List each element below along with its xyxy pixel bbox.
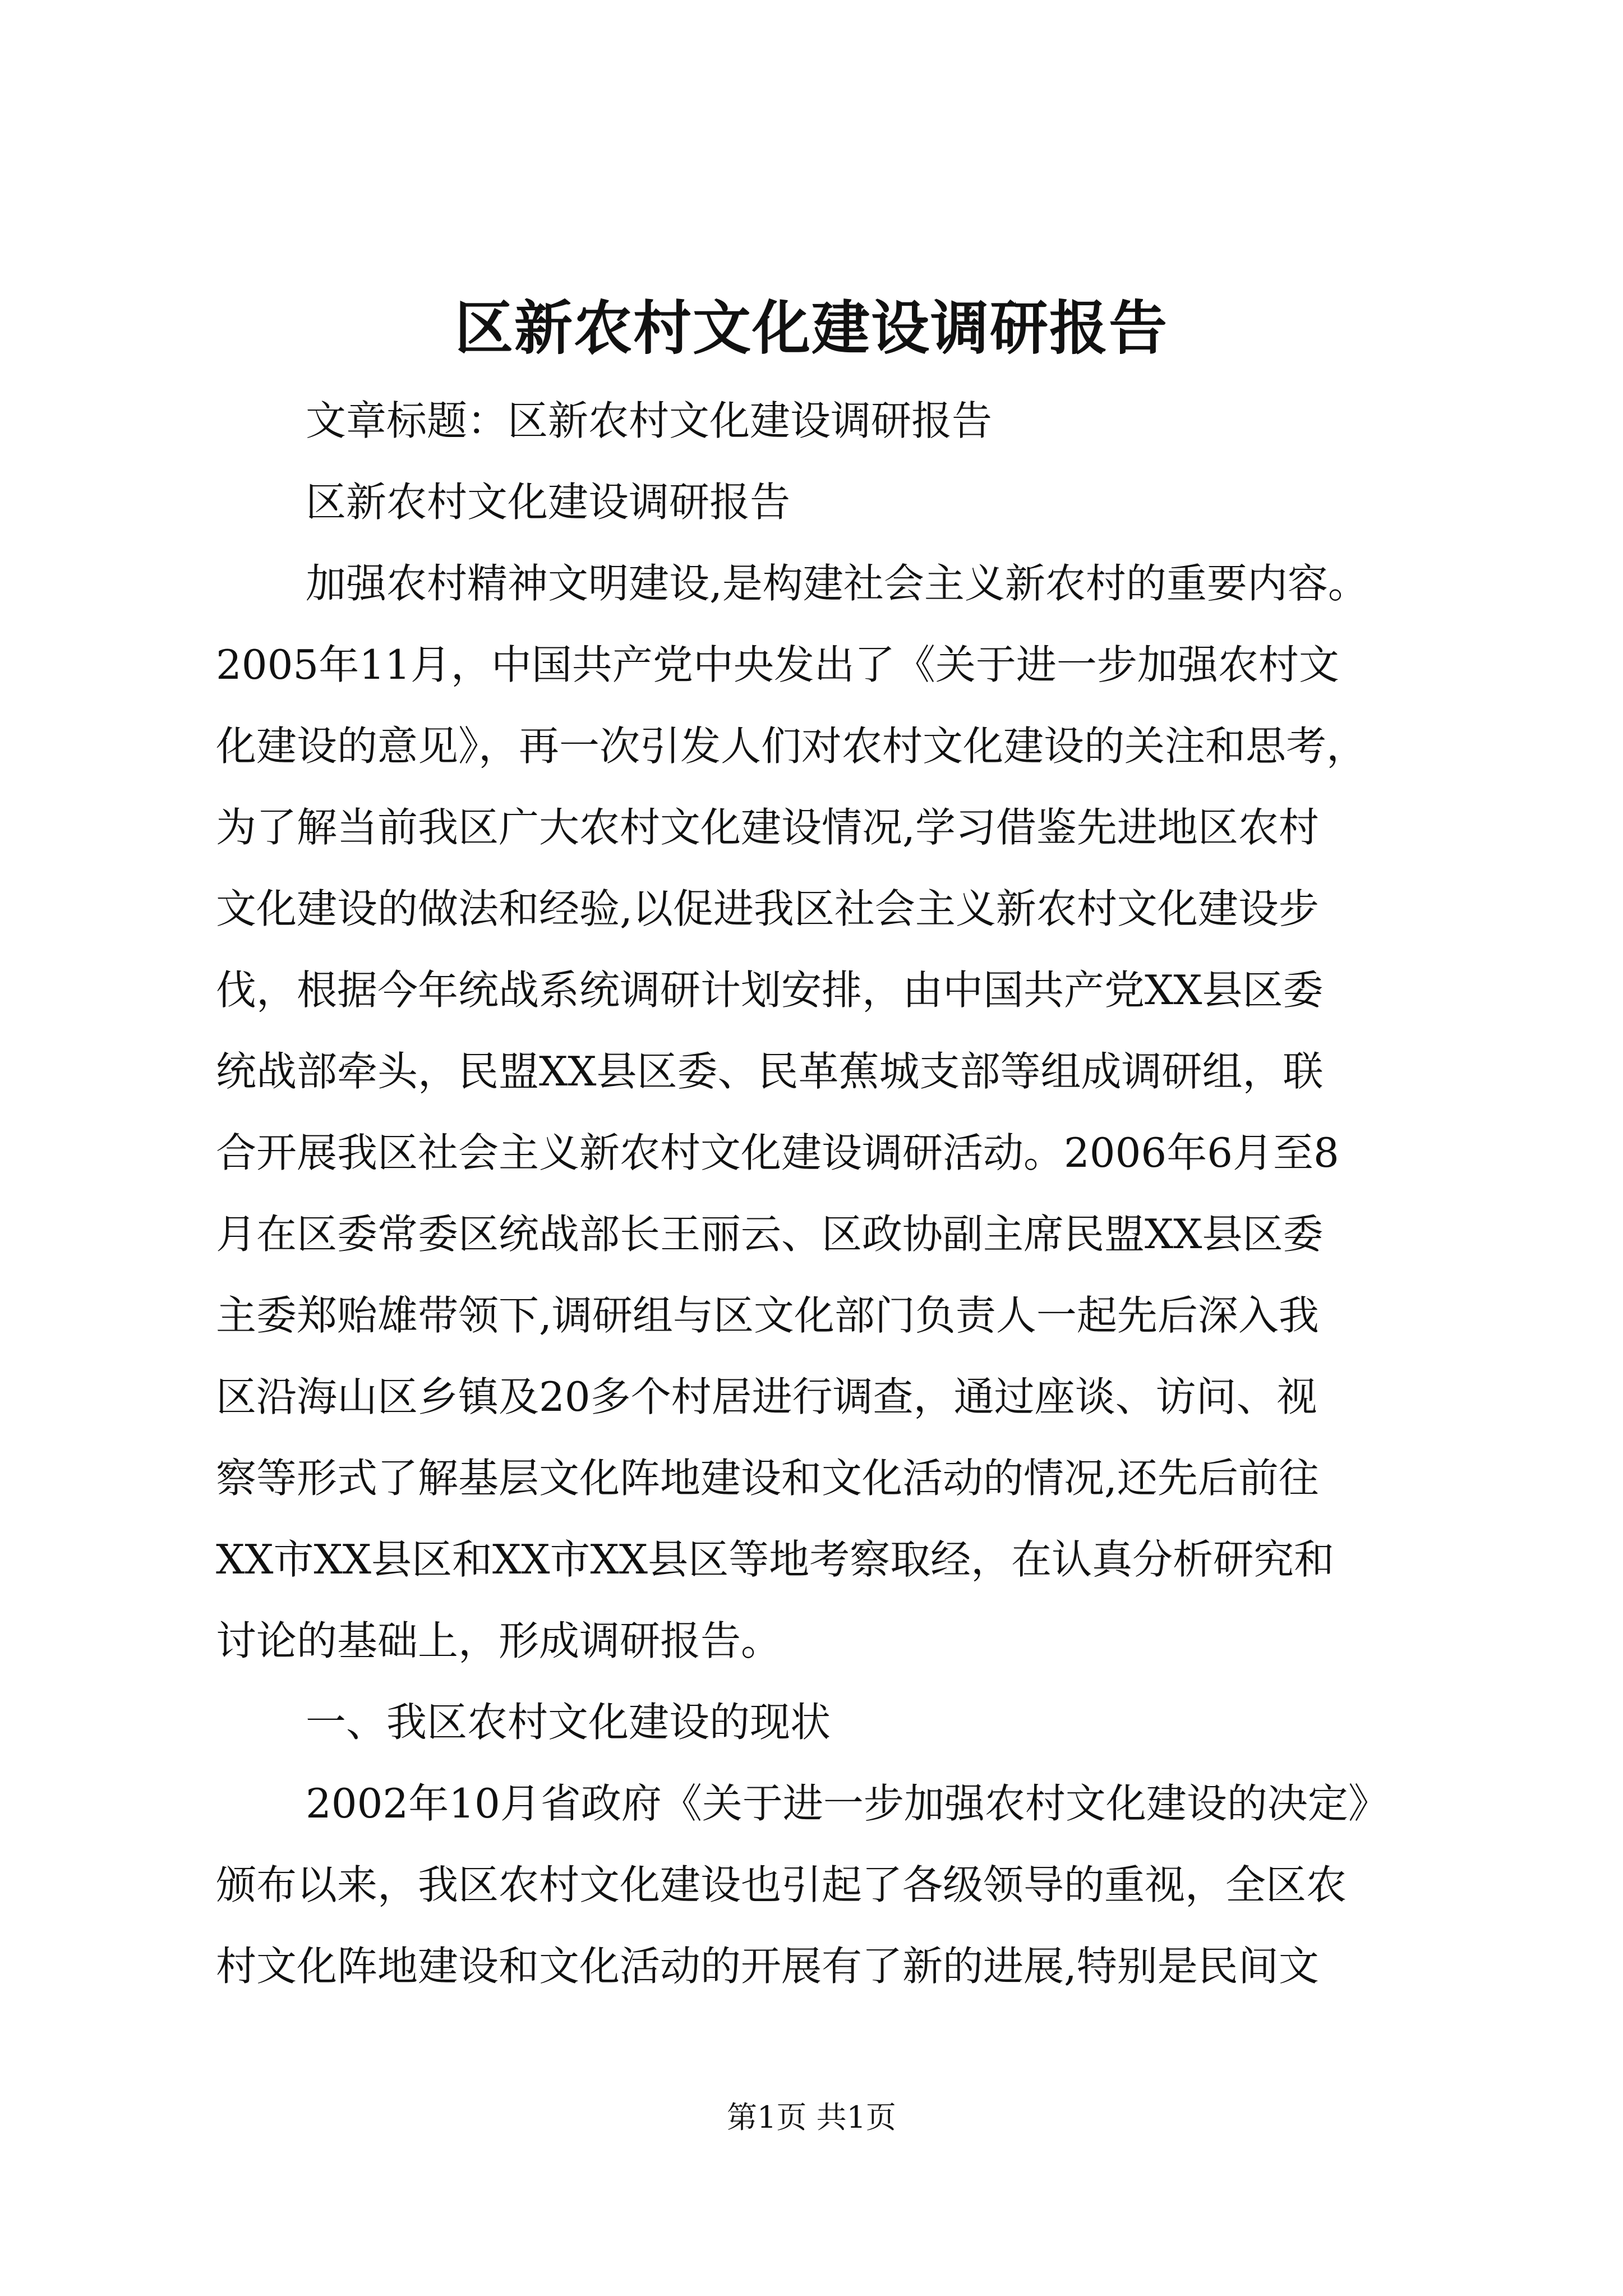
text-line: 加强农村精神文明建设,是构建社会主义新农村的重要内容。 xyxy=(306,560,1368,607)
text-line: 察等形式了解基层文化阵地建设和文化活动的情况,还先后前往 xyxy=(216,1455,1319,1502)
text-line: 区新农村文化建设调研报告 xyxy=(306,478,791,526)
text-line: 文章标题：区新农村文化建设调研报告 xyxy=(306,397,993,444)
text-line: 讨论的基础上，形成调研报告。 xyxy=(216,1617,782,1664)
document-title: 区新农村文化建设调研报告 xyxy=(454,293,1168,362)
text-line: 2005年11月，中国共产党中央发出了《关于进一步加强农村文 xyxy=(216,641,1339,688)
text-line: 颁布以来，我区农村文化建设也引起了各级领导的重视，全区农 xyxy=(216,1861,1347,1908)
text-line: 统战部牵头，民盟XX县区委、民革蕉城支部等组成调研组，联 xyxy=(216,1048,1324,1095)
text-line: 伐，根据今年统战系统调研计划安排，由中国共产党XX县区委 xyxy=(216,967,1324,1014)
text-line: 文化建设的做法和经验,以促进我区社会主义新农村文化建设步 xyxy=(216,885,1319,932)
text-line: 合开展我区社会主义新农村文化建设调研活动。2006年6月至8 xyxy=(216,1129,1339,1176)
text-line: 化建设的意见》，再一次引发人们对农村文化建设的关注和思考， xyxy=(216,723,1367,770)
text-line: 2002年10月省政府《关于进一步加强农村文化建设的决定》 xyxy=(306,1780,1389,1827)
text-line: 为了解当前我区广大农村文化建设情况,学习借鉴先进地区农村 xyxy=(216,804,1319,851)
text-line: 村文化阵地建设和文化活动的开展有了新的进展,特别是民间文 xyxy=(216,1943,1319,1990)
text-line: XX市XX县区和XX市XX县区等地考察取经，在认真分析研究和 xyxy=(216,1536,1335,1583)
text-line: 主委郑贻雄带领下,调研组与区文化部门负责人一起先后深入我 xyxy=(216,1292,1319,1339)
page-footer: 第1页 共1页 xyxy=(727,2100,896,2135)
text-line: 月在区委常委区统战部长王丽云、区政协副主席民盟XX县区委 xyxy=(216,1211,1324,1258)
section-heading: 一、我区农村文化建设的现状 xyxy=(306,1699,831,1746)
text-line: 区沿海山区乡镇及20多个村居进行调查，通过座谈、访问、视 xyxy=(216,1373,1317,1420)
